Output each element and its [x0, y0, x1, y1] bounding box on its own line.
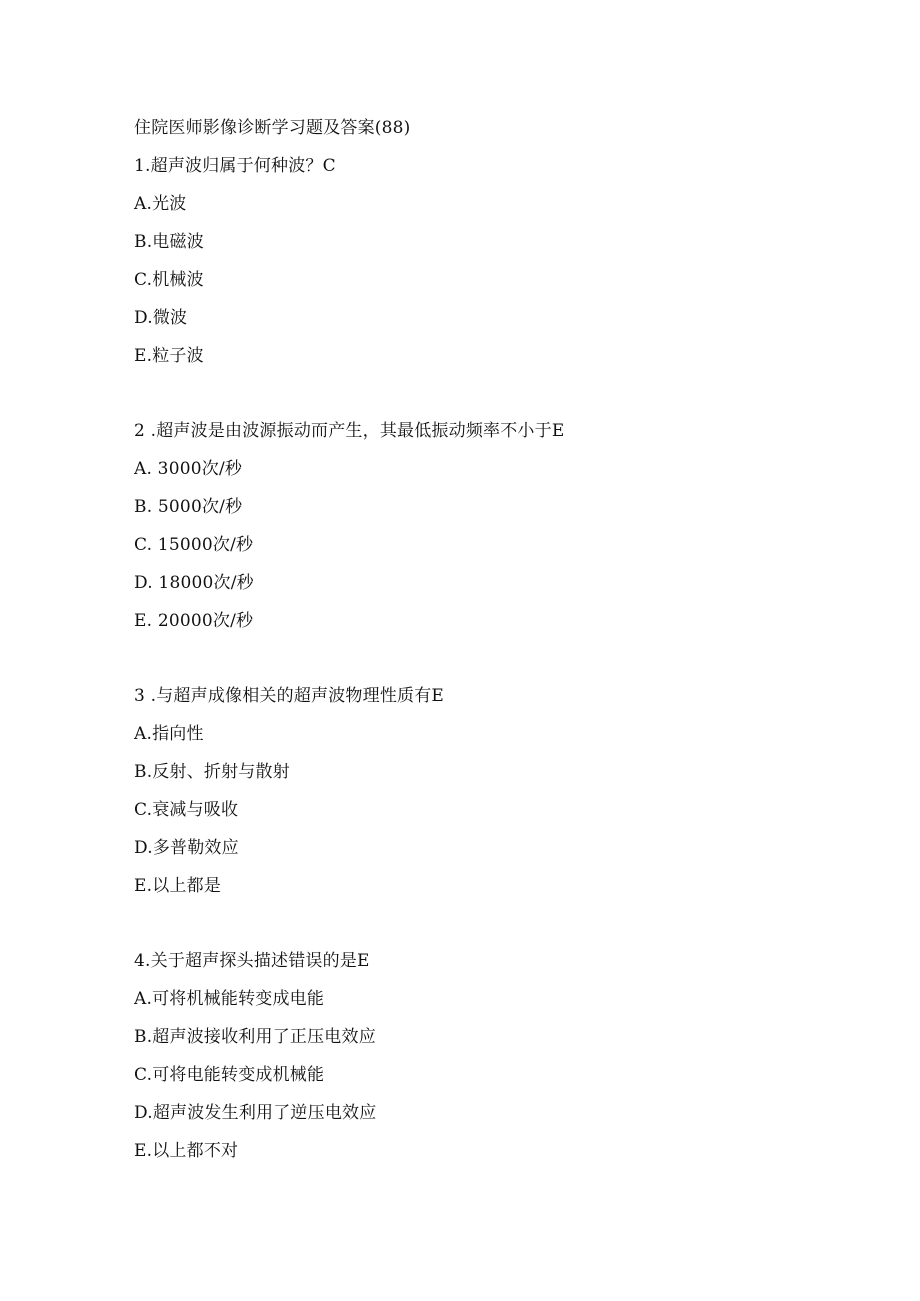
- option-a: A.光波: [134, 194, 187, 214]
- option-d: D. 18000次/秒: [134, 573, 254, 593]
- question-2: [134, 419, 854, 633]
- option-c: C.机械波: [134, 270, 204, 290]
- option-d: D.多普勒效应: [134, 838, 239, 858]
- question-3: [134, 684, 854, 898]
- option-e: E. 20000次/秒: [134, 611, 254, 631]
- question-stem: 3 .与超声成像相关的超声波物理性质有E: [134, 686, 445, 706]
- question-stem: 1.超声波归属于何种波？C: [134, 156, 336, 176]
- question-stem: 2 .超声波是由波源振动而产生，其最低振动频率不小于E: [134, 421, 565, 441]
- option-a: A. 3000次/秒: [134, 459, 243, 479]
- option-c: C.衰减与吸收: [134, 800, 239, 820]
- option-c: C.可将电能转变成机械能: [134, 1065, 325, 1085]
- document-title: 住院医师影像诊断学习题及答案(88): [134, 118, 411, 138]
- question-4: [134, 949, 854, 1163]
- option-e: E.以上都是: [134, 876, 222, 896]
- option-d: D.微波: [134, 308, 188, 328]
- option-d: D.超声波发生利用了逆压电效应: [134, 1103, 377, 1123]
- option-a: A.指向性: [134, 724, 204, 744]
- option-a: A.可将机械能转变成电能: [134, 989, 325, 1009]
- option-e: E.粒子波: [134, 346, 204, 366]
- option-e: E.以上都不对: [134, 1141, 239, 1161]
- option-b: B.反射、折射与散射: [134, 762, 290, 782]
- option-c: C. 15000次/秒: [134, 535, 254, 555]
- option-b: B.电磁波: [134, 232, 204, 252]
- option-b: B.超声波接收利用了正压电效应: [134, 1027, 376, 1047]
- option-b: B. 5000次/秒: [134, 497, 243, 517]
- question-stem: 4.关于超声探头描述错误的是E: [134, 951, 370, 971]
- question-1: [134, 154, 854, 368]
